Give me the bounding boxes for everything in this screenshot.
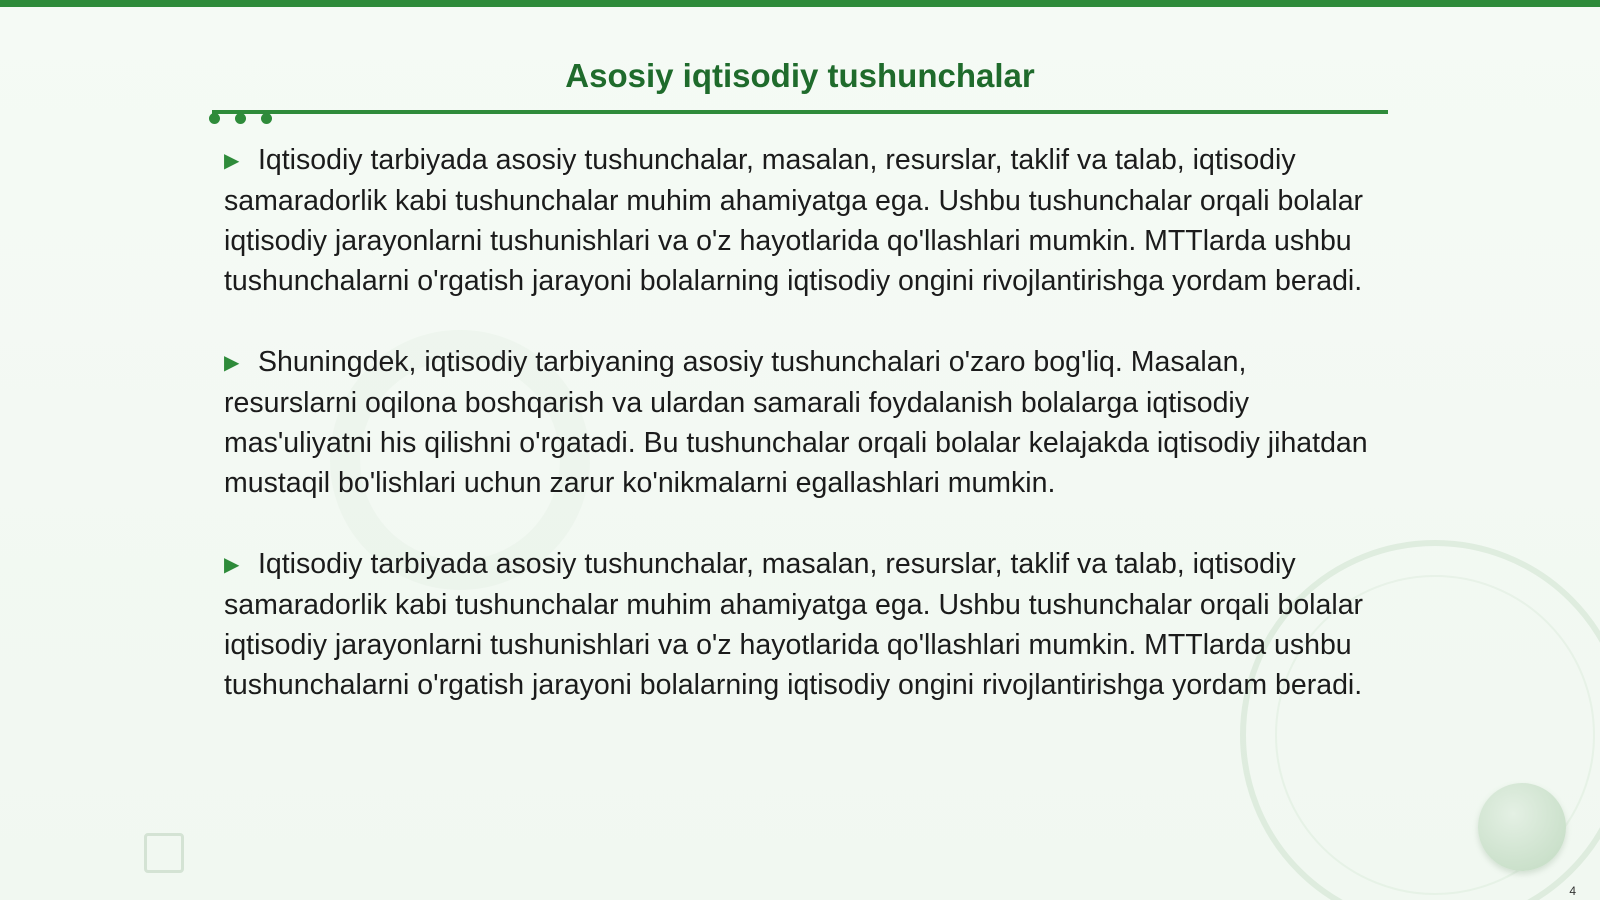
paragraph-text: Shuningdek, iqtisodiy tarbiyaning asosiy tushunchalari o'zaro bog'liq. Masalan, resurslarni oqilona boshqarish va ulardan samarali foydalanish bolalarga iqtisodiy mas'uliyatni his qilishni o'rgatadi. Bu tushunchalar orqali bolalar kelajakda iqtisodiy jihatdan mustaqil bo'lishlari uchun zarur ko'nikmalarni egallashlari mumkin. bbox=[224, 346, 1368, 499]
slide-body bbox=[224, 140, 1384, 746]
page-number: 4 bbox=[1569, 884, 1576, 898]
corner-square-decoration bbox=[144, 833, 184, 873]
underline-dot bbox=[209, 113, 220, 124]
underline-dot bbox=[235, 113, 246, 124]
bullet-arrow-icon: ▶ bbox=[224, 554, 240, 576]
top-accent-bar bbox=[0, 0, 1600, 7]
bullet-arrow-icon: ▶ bbox=[224, 150, 240, 172]
bullet-paragraph bbox=[224, 342, 1384, 503]
bullet-arrow-icon: ▶ bbox=[224, 352, 240, 374]
underline-dot bbox=[261, 113, 272, 124]
slide-title: Asosiy iqtisodiy tushunchalar bbox=[565, 57, 1035, 94]
title-underline bbox=[212, 110, 1388, 114]
paragraph-text: Iqtisodiy tarbiyada asosiy tushunchalar, masalan, resurslar, taklif va talab, iqtisodiy samaradorlik kabi tushunchalar muhim ahamiyatga ega. Ushbu tushunchalar orqali bolalar iqtisodiy jarayonlarni tushunishlari va o'z hayotlarida qo'llashlari mumkin. MTTlarda ushbu tushunchalarni o'rgatish jarayoni bolalarning iqtisodiy ongini rivojlantirishga yordam beradi. bbox=[224, 548, 1364, 701]
corner-circle-decoration bbox=[1478, 783, 1566, 871]
bullet-paragraph bbox=[224, 544, 1384, 705]
bullet-paragraph bbox=[224, 140, 1384, 301]
paragraph-text: Iqtisodiy tarbiyada asosiy tushunchalar, masalan, resurslar, taklif va talab, iqtisodiy samaradorlik kabi tushunchalar muhim ahamiyatga ega. Ushbu tushunchalar orqali bolalar iqtisodiy jarayonlarni tushunishlari va o'z hayotlarida qo'llashlari mumkin. MTTlarda ushbu tushunchalarni o'rgatish jarayoni bolalarning iqtisodiy ongini rivojlantirishga yordam beradi. bbox=[224, 144, 1364, 297]
